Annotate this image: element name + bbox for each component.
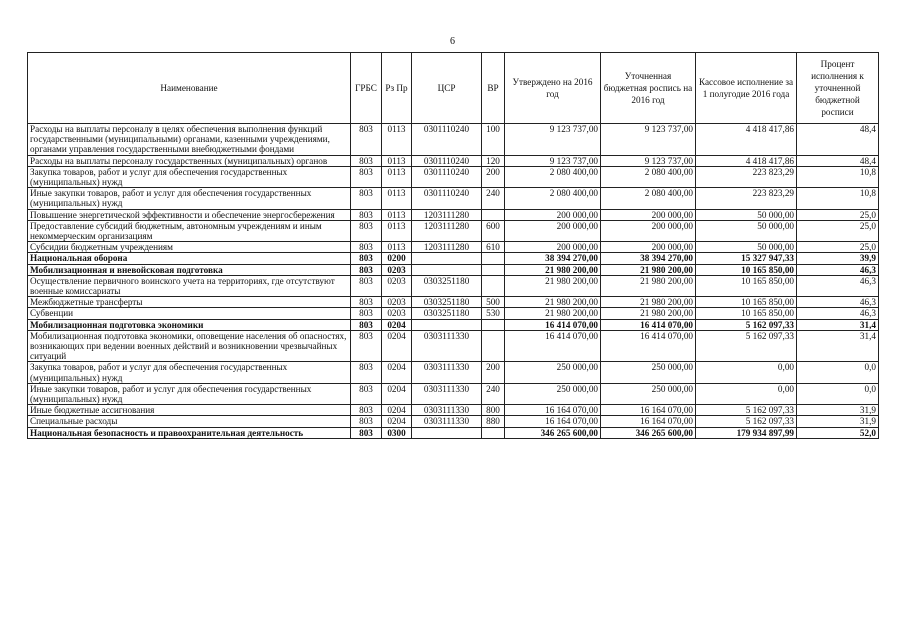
cell-csr: 0303251180 — [412, 275, 482, 296]
cell-grbs: 803 — [351, 253, 382, 264]
table-row — [28, 383, 879, 404]
cell-revised: 250 000,00 — [601, 383, 696, 404]
cell-cash: 50 000,00 — [696, 220, 797, 241]
cell-rzpr: 0113 — [382, 242, 412, 253]
cell-grbs: 803 — [351, 155, 382, 166]
cell-approved: 250 000,00 — [505, 362, 601, 383]
cell-revised: 21 980 200,00 — [601, 297, 696, 308]
cell-rzpr: 0203 — [382, 297, 412, 308]
cell-cash: 179 934 897,99 — [696, 427, 797, 438]
table-row — [28, 362, 879, 383]
cell-percent: 31,9 — [797, 416, 879, 427]
cell-name: Мобилизационная и вневойсковая подготовка — [28, 264, 351, 275]
table-row — [28, 220, 879, 241]
table-row — [28, 124, 879, 156]
cell-rzpr: 0204 — [382, 383, 412, 404]
cell-cash: 5 162 097,33 — [696, 405, 797, 416]
cell-vr: 200 — [482, 166, 505, 187]
cell-percent: 52,0 — [797, 427, 879, 438]
cell-cash: 5 162 097,33 — [696, 319, 797, 330]
cell-percent: 10,8 — [797, 166, 879, 187]
cell-approved: 9 123 737,00 — [505, 155, 601, 166]
cell-grbs: 803 — [351, 308, 382, 319]
cell-csr — [412, 427, 482, 438]
cell-vr: 500 — [482, 297, 505, 308]
cell-name: Иные бюджетные ассигнования — [28, 405, 351, 416]
header-revised: Уточненная бюджетная роспись на 2016 год — [601, 53, 696, 124]
cell-vr: 530 — [482, 308, 505, 319]
cell-approved: 21 980 200,00 — [505, 308, 601, 319]
cell-rzpr: 0203 — [382, 275, 412, 296]
cell-csr: 0303251180 — [412, 308, 482, 319]
cell-vr: 880 — [482, 416, 505, 427]
table-row — [28, 209, 879, 220]
cell-approved: 38 394 270,00 — [505, 253, 601, 264]
table-row — [28, 155, 879, 166]
cell-percent: 46,3 — [797, 308, 879, 319]
cell-csr — [412, 264, 482, 275]
cell-vr: 200 — [482, 362, 505, 383]
cell-approved: 9 123 737,00 — [505, 124, 601, 156]
cell-percent: 25,0 — [797, 242, 879, 253]
cell-approved: 346 265 600,00 — [505, 427, 601, 438]
cell-name: Мобилизационная подготовка экономики, оповещение населения об опасностях, возникающих при ведении военных действий и возникновении чрезвычайных ситуаций — [28, 330, 351, 362]
cell-cash: 10 165 850,00 — [696, 308, 797, 319]
cell-grbs: 803 — [351, 405, 382, 416]
cell-revised: 16 164 070,00 — [601, 405, 696, 416]
cell-name: Национальная оборона — [28, 253, 351, 264]
cell-revised: 21 980 200,00 — [601, 275, 696, 296]
cell-rzpr: 0113 — [382, 155, 412, 166]
cell-cash: 50 000,00 — [696, 242, 797, 253]
cell-percent: 31,4 — [797, 319, 879, 330]
header-csr: ЦСР — [412, 53, 482, 124]
cell-csr: 1203111280 — [412, 209, 482, 220]
cell-vr — [482, 275, 505, 296]
cell-rzpr: 0113 — [382, 220, 412, 241]
cell-csr: 1203111280 — [412, 242, 482, 253]
cell-percent: 48,4 — [797, 124, 879, 156]
cell-cash: 0,00 — [696, 362, 797, 383]
cell-rzpr: 0203 — [382, 264, 412, 275]
cell-name: Субвенции — [28, 308, 351, 319]
table-body — [28, 124, 879, 439]
cell-vr — [482, 264, 505, 275]
cell-grbs: 803 — [351, 220, 382, 241]
cell-revised: 200 000,00 — [601, 209, 696, 220]
cell-grbs: 803 — [351, 275, 382, 296]
cell-rzpr: 0200 — [382, 253, 412, 264]
page-number: 6 — [450, 36, 455, 47]
cell-csr: 0301110240 — [412, 124, 482, 156]
cell-revised: 21 980 200,00 — [601, 308, 696, 319]
cell-approved: 16 414 070,00 — [505, 319, 601, 330]
cell-grbs: 803 — [351, 264, 382, 275]
cell-csr: 1203111280 — [412, 220, 482, 241]
cell-rzpr: 0113 — [382, 188, 412, 209]
cell-grbs: 803 — [351, 427, 382, 438]
table-row — [28, 405, 879, 416]
header-percent: Процент исполнения к уточненной бюджетной росписи — [797, 53, 879, 124]
cell-percent: 48,4 — [797, 155, 879, 166]
cell-name: Расходы на выплаты персоналу в целях обеспечения выполнения функций государственными (муниципальными) органами, казенными учреждениями, органами управления государственными внебюджетными фондами — [28, 124, 351, 156]
cell-percent: 0,0 — [797, 383, 879, 404]
cell-percent: 31,4 — [797, 330, 879, 362]
cell-csr: 0303111330 — [412, 416, 482, 427]
cell-approved: 200 000,00 — [505, 220, 601, 241]
cell-name: Повышение энергетической эффективности и обеспечение энергосбережения — [28, 209, 351, 220]
cell-cash: 10 165 850,00 — [696, 275, 797, 296]
cell-rzpr: 0203 — [382, 308, 412, 319]
cell-grbs: 803 — [351, 416, 382, 427]
table-row — [28, 427, 879, 438]
cell-name: Субсидии бюджетным учреждениям — [28, 242, 351, 253]
cell-name: Расходы на выплаты персоналу государственных (муниципальных) органов — [28, 155, 351, 166]
cell-approved: 21 980 200,00 — [505, 297, 601, 308]
cell-percent: 46,3 — [797, 264, 879, 275]
cell-csr: 0303111330 — [412, 383, 482, 404]
cell-grbs: 803 — [351, 330, 382, 362]
cell-approved: 16 164 070,00 — [505, 416, 601, 427]
table-row — [28, 416, 879, 427]
cell-rzpr: 0204 — [382, 405, 412, 416]
cell-rzpr: 0113 — [382, 124, 412, 156]
cell-percent: 0,0 — [797, 362, 879, 383]
cell-vr: 100 — [482, 124, 505, 156]
cell-approved: 2 080 400,00 — [505, 188, 601, 209]
cell-vr: 120 — [482, 155, 505, 166]
cell-rzpr: 0113 — [382, 209, 412, 220]
cell-rzpr: 0204 — [382, 330, 412, 362]
header-rzpr: Рз Пр — [382, 53, 412, 124]
cell-cash: 223 823,29 — [696, 166, 797, 187]
cell-grbs: 803 — [351, 319, 382, 330]
cell-percent: 31,9 — [797, 405, 879, 416]
cell-grbs: 803 — [351, 362, 382, 383]
cell-percent: 25,0 — [797, 209, 879, 220]
cell-revised: 9 123 737,00 — [601, 155, 696, 166]
cell-approved: 16 164 070,00 — [505, 405, 601, 416]
cell-cash: 5 162 097,33 — [696, 416, 797, 427]
cell-cash: 4 418 417,86 — [696, 124, 797, 156]
cell-approved: 200 000,00 — [505, 209, 601, 220]
header-grbs: ГРБС — [351, 53, 382, 124]
cell-name: Осуществление первичного воинского учета на территориях, где отсутствуют военные комиссариаты — [28, 275, 351, 296]
cell-grbs: 803 — [351, 383, 382, 404]
cell-percent: 25,0 — [797, 220, 879, 241]
cell-vr: 600 — [482, 220, 505, 241]
cell-revised: 2 080 400,00 — [601, 188, 696, 209]
cell-cash: 223 823,29 — [696, 188, 797, 209]
cell-grbs: 803 — [351, 124, 382, 156]
cell-approved: 21 980 200,00 — [505, 264, 601, 275]
cell-revised: 9 123 737,00 — [601, 124, 696, 156]
table-row — [28, 253, 879, 264]
cell-name: Предоставление субсидий бюджетным, автономным учреждениям и иным некоммерческим организациям — [28, 220, 351, 241]
table-row — [28, 242, 879, 253]
cell-revised: 200 000,00 — [601, 220, 696, 241]
cell-percent: 39,9 — [797, 253, 879, 264]
table-row — [28, 188, 879, 209]
cell-cash: 50 000,00 — [696, 209, 797, 220]
cell-cash: 5 162 097,33 — [696, 330, 797, 362]
cell-approved: 250 000,00 — [505, 383, 601, 404]
cell-percent: 46,3 — [797, 275, 879, 296]
cell-percent: 46,3 — [797, 297, 879, 308]
cell-rzpr: 0113 — [382, 166, 412, 187]
cell-name: Иные закупки товаров, работ и услуг для обеспечения государственных (муниципальных) нужд — [28, 188, 351, 209]
cell-revised: 16 414 070,00 — [601, 319, 696, 330]
cell-csr: 0301110240 — [412, 166, 482, 187]
cell-csr: 0303111330 — [412, 405, 482, 416]
cell-revised: 200 000,00 — [601, 242, 696, 253]
cell-grbs: 803 — [351, 166, 382, 187]
cell-revised: 346 265 600,00 — [601, 427, 696, 438]
header-cash: Кассовое исполнение за 1 полугодие 2016 года — [696, 53, 797, 124]
table-row — [28, 264, 879, 275]
cell-cash: 10 165 850,00 — [696, 264, 797, 275]
budget-execution-table — [27, 52, 879, 439]
cell-rzpr: 0300 — [382, 427, 412, 438]
table-row — [28, 297, 879, 308]
cell-vr — [482, 330, 505, 362]
cell-revised: 2 080 400,00 — [601, 166, 696, 187]
cell-grbs: 803 — [351, 209, 382, 220]
cell-rzpr: 0204 — [382, 319, 412, 330]
cell-name: Иные закупки товаров, работ и услуг для обеспечения государственных (муниципальных) нужд — [28, 383, 351, 404]
cell-cash: 10 165 850,00 — [696, 297, 797, 308]
cell-vr: 240 — [482, 188, 505, 209]
cell-approved: 16 414 070,00 — [505, 330, 601, 362]
table-header-row — [28, 53, 879, 124]
table-row — [28, 330, 879, 362]
cell-vr — [482, 209, 505, 220]
cell-revised: 250 000,00 — [601, 362, 696, 383]
header-approved: Утверждено на 2016 год — [505, 53, 601, 124]
cell-name: Мобилизационная подготовка экономики — [28, 319, 351, 330]
table-row — [28, 275, 879, 296]
cell-vr — [482, 253, 505, 264]
cell-csr: 0303111330 — [412, 362, 482, 383]
cell-name: Закупка товаров, работ и услуг для обеспечения государственных (муниципальных) нужд — [28, 166, 351, 187]
cell-vr — [482, 319, 505, 330]
cell-revised: 16 164 070,00 — [601, 416, 696, 427]
cell-rzpr: 0204 — [382, 416, 412, 427]
cell-rzpr: 0204 — [382, 362, 412, 383]
cell-name: Национальная безопасность и правоохранительная деятельность — [28, 427, 351, 438]
cell-cash: 15 327 947,33 — [696, 253, 797, 264]
cell-vr — [482, 427, 505, 438]
header-vr: ВР — [482, 53, 505, 124]
cell-csr — [412, 319, 482, 330]
cell-cash: 4 418 417,86 — [696, 155, 797, 166]
header-name: Наименование — [28, 53, 351, 124]
cell-approved: 200 000,00 — [505, 242, 601, 253]
cell-revised: 16 414 070,00 — [601, 330, 696, 362]
cell-approved: 21 980 200,00 — [505, 275, 601, 296]
table-row — [28, 308, 879, 319]
cell-revised: 21 980 200,00 — [601, 264, 696, 275]
cell-csr: 0303251180 — [412, 297, 482, 308]
cell-name: Межбюджетные трансферты — [28, 297, 351, 308]
cell-vr: 800 — [482, 405, 505, 416]
cell-cash: 0,00 — [696, 383, 797, 404]
cell-name: Закупка товаров, работ и услуг для обеспечения государственных (муниципальных) нужд — [28, 362, 351, 383]
table-row — [28, 166, 879, 187]
cell-grbs: 803 — [351, 242, 382, 253]
cell-csr: 0303111330 — [412, 330, 482, 362]
cell-vr: 240 — [482, 383, 505, 404]
cell-approved: 2 080 400,00 — [505, 166, 601, 187]
cell-name: Специальные расходы — [28, 416, 351, 427]
cell-percent: 10,8 — [797, 188, 879, 209]
cell-csr: 0301110240 — [412, 188, 482, 209]
cell-csr: 0301110240 — [412, 155, 482, 166]
cell-revised: 38 394 270,00 — [601, 253, 696, 264]
cell-csr — [412, 253, 482, 264]
cell-vr: 610 — [482, 242, 505, 253]
cell-grbs: 803 — [351, 188, 382, 209]
cell-grbs: 803 — [351, 297, 382, 308]
table-row — [28, 319, 879, 330]
